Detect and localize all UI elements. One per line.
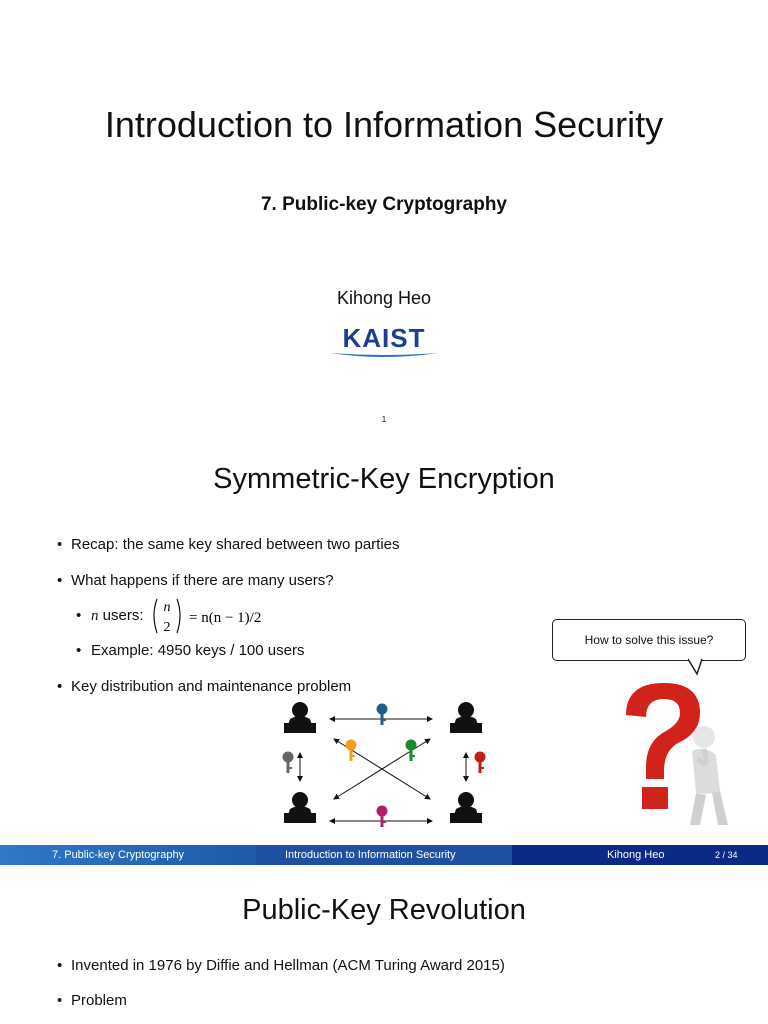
lecture-subtitle: 7. Public-key Cryptography bbox=[260, 194, 507, 215]
speech-bubble: How to solve this issue? bbox=[552, 619, 746, 661]
logo-text: KAIST bbox=[342, 323, 426, 353]
key-icon bbox=[346, 740, 357, 762]
binomial-formula bbox=[151, 595, 301, 639]
users-label: users: bbox=[98, 607, 144, 624]
user-icon bbox=[284, 702, 316, 733]
footer-course: Introduction to Information Security bbox=[256, 845, 512, 865]
key-icon bbox=[283, 752, 294, 774]
course-title: Introduction to Information Security bbox=[104, 104, 664, 145]
key-icon bbox=[475, 752, 486, 774]
bullet-dot-icon: • bbox=[76, 607, 82, 624]
binom-formula-text: = n(n − 1)/2 bbox=[189, 610, 262, 626]
key-icon bbox=[377, 704, 388, 726]
question-mark-figure-icon bbox=[612, 675, 752, 835]
bullet-dot-icon: • bbox=[57, 957, 63, 974]
slide-title: Public-Key Revolution bbox=[242, 894, 526, 926]
speech-bubble-tail bbox=[688, 658, 708, 676]
key-icon bbox=[406, 740, 417, 762]
footer-page: 2 / 34 bbox=[715, 850, 738, 860]
public-key-slide: Public-Key Revolution • Invented in 1976 by Diffie and Hellman (ACM Turing Award 2015) • Problem bbox=[0, 868, 768, 1024]
user-icon bbox=[450, 792, 482, 823]
slide-title: Symmetric-Key Encryption bbox=[213, 463, 555, 495]
title-slide bbox=[0, 0, 768, 436]
user-icon bbox=[284, 792, 316, 823]
slide-footer bbox=[0, 845, 768, 865]
binom-bottom: 2 bbox=[163, 620, 171, 635]
footer-section: 7. Public-key Cryptography bbox=[0, 845, 256, 865]
symmetric-key-slide: Symmetric-Key Encryption • Recap: the same key shared between two parties • What happens if there are many users? • n users: n 2 = n(n − 1)/2 • Example: 4950 keys / 100 users • Key distribution and maintenance problem How to solve this issue? 7. Public-key Cryptography Introduction to Information Security Kihong Heo 2 / 34 bbox=[0, 437, 768, 867]
math-n: n bbox=[91, 608, 99, 624]
bullet-dot-icon: • bbox=[57, 678, 63, 695]
key-icon bbox=[377, 806, 388, 828]
bullet-dot-icon: • bbox=[57, 572, 63, 589]
author-name: Kihong Heo bbox=[336, 288, 432, 308]
key-distribution-diagram bbox=[270, 695, 500, 835]
bullet-dot-icon: • bbox=[57, 536, 63, 553]
footer-right bbox=[512, 845, 768, 865]
bullet-dot-icon: • bbox=[76, 642, 82, 659]
kaist-logo bbox=[328, 322, 440, 362]
page-number: 1 bbox=[381, 415, 387, 424]
footer-author: Kihong Heo bbox=[607, 849, 665, 861]
binom-top: n bbox=[163, 600, 171, 615]
bullet-dot-icon: • bbox=[57, 992, 63, 1009]
user-icon bbox=[450, 702, 482, 733]
